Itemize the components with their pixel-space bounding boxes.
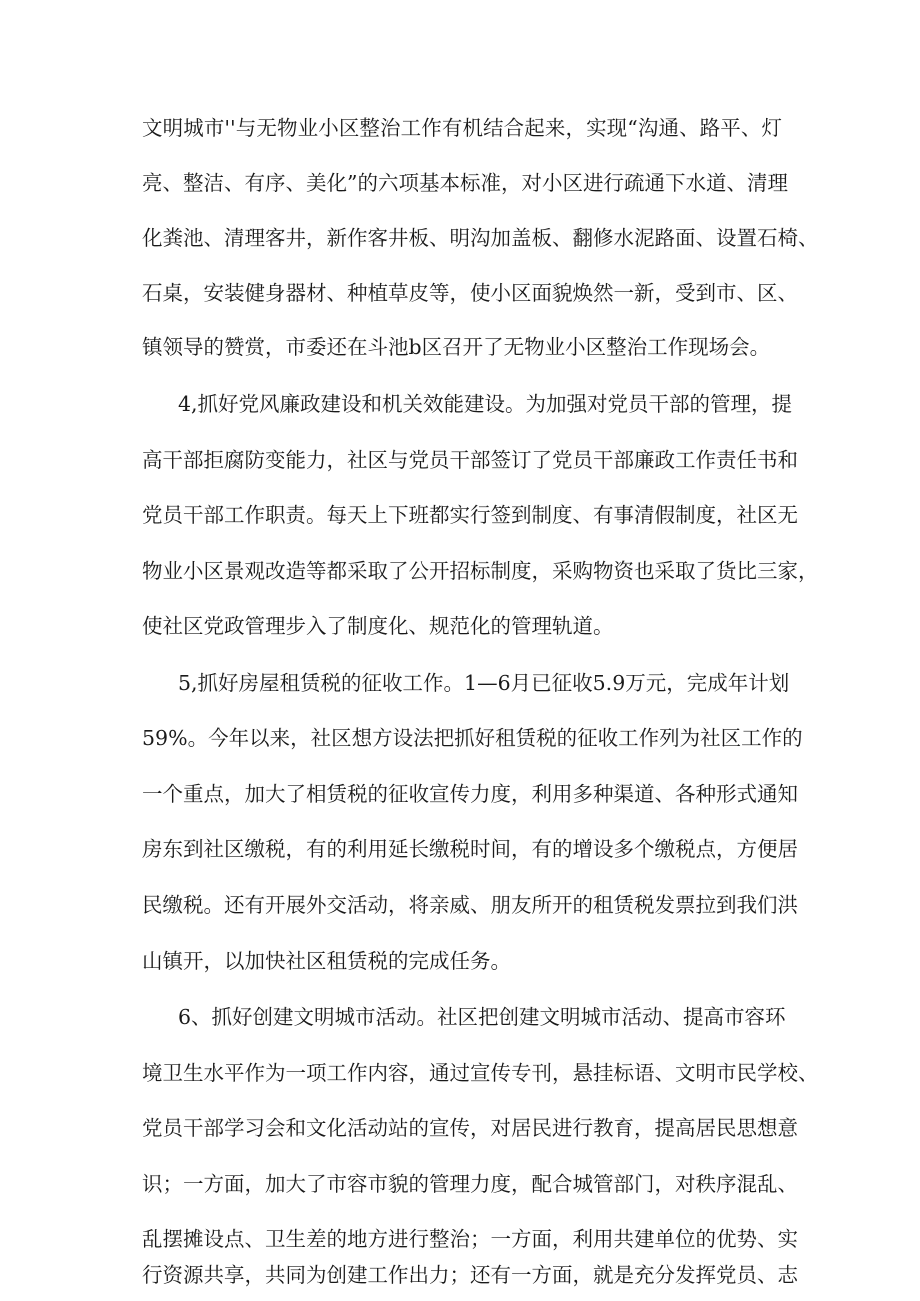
text-line: 石桌，安装健身器材、种植草皮等，使小区面貌焕然一新，受到市、区、 xyxy=(142,281,798,305)
text-line: 物业小区景观改造等都采取了公开招标制度，采购物资也采取了货比三家， xyxy=(142,559,819,583)
text-line: 亮、整洁、有序、美化”的六项基本标准，对小区进行疏通下水道、清理 xyxy=(142,171,788,195)
text-line: 高干部拒腐防变能力，社区与党员干部签订了党员干部廉政工作责任书和 xyxy=(142,448,798,472)
text-line: 党员干部学习会和文化活动站的宣传，对居民进行教育，提高居民思想意 xyxy=(142,1116,798,1140)
text-line: 59%。今年以来，社区想方设法把抓好租赁税的征收工作列为社区工作的 xyxy=(142,726,803,750)
text-line: 化粪池、清理客井，新作客井板、明沟加盖板、翻修水泥路面、设置石椅、 xyxy=(142,226,819,250)
text-line: 一个重点，加大了相赁税的征收宣传力度，利用多种渠道、各种形式通知 xyxy=(142,782,798,806)
text-line: 境卫生水平作为一项工作内容，通过宣传专刊，悬挂标语、文明市民学校、 xyxy=(142,1061,819,1085)
text-line: 乱摆摊设点、卫生差的地方进行整治；一方面，利用共建单位的优势、实 xyxy=(142,1227,798,1251)
text-line: 文明城市''与无物业小区整治工作有机结合起来，实现“沟通、路平、灯 xyxy=(142,116,782,140)
text-line: 识；一方面，加大了市容市貌的管理力度，配合城管部门，对秩序混乱、 xyxy=(142,1172,798,1196)
text-line: 使社区党政管理步入了制度化、规范化的管理轨道。 xyxy=(142,614,614,638)
paragraph-6-heading-line: 6、抓好创建文明城市活动。社区把创建文明城市活动、提高市容环 xyxy=(178,1005,786,1029)
text-line: 镇领导的赞赏，市委还在斗池b区召开了无物业小区整治工作现场会。 xyxy=(142,335,771,359)
text-line: 党员干部工作职责。每天上下班都实行签到制度、有事清假制度，社区无 xyxy=(142,503,798,527)
text-line: 民缴税。还有开展外交活动，将亲威、朋友所开的租赁税发票拉到我们洪 xyxy=(142,893,798,917)
paragraph-4-heading-line: 4,抓好党风廉政建设和机关效能建设。为加强对党员干部的管理，提 xyxy=(178,392,793,416)
paragraph-5-heading-line: 5,抓好房屋租赁税的征收工作。1—6月已征收5.9万元，完成年计划 xyxy=(178,671,790,695)
text-line: 山镇开，以加快社区租赁税的完成任务。 xyxy=(142,949,511,973)
text-line: 行资源共享，共同为创建工作出力；还有一方面，就是充分发挥党员、志 xyxy=(142,1263,798,1287)
text-line: 房东到社区缴税，有的利用延长缴税时间，有的增设多个缴税点，方便居 xyxy=(142,837,798,861)
